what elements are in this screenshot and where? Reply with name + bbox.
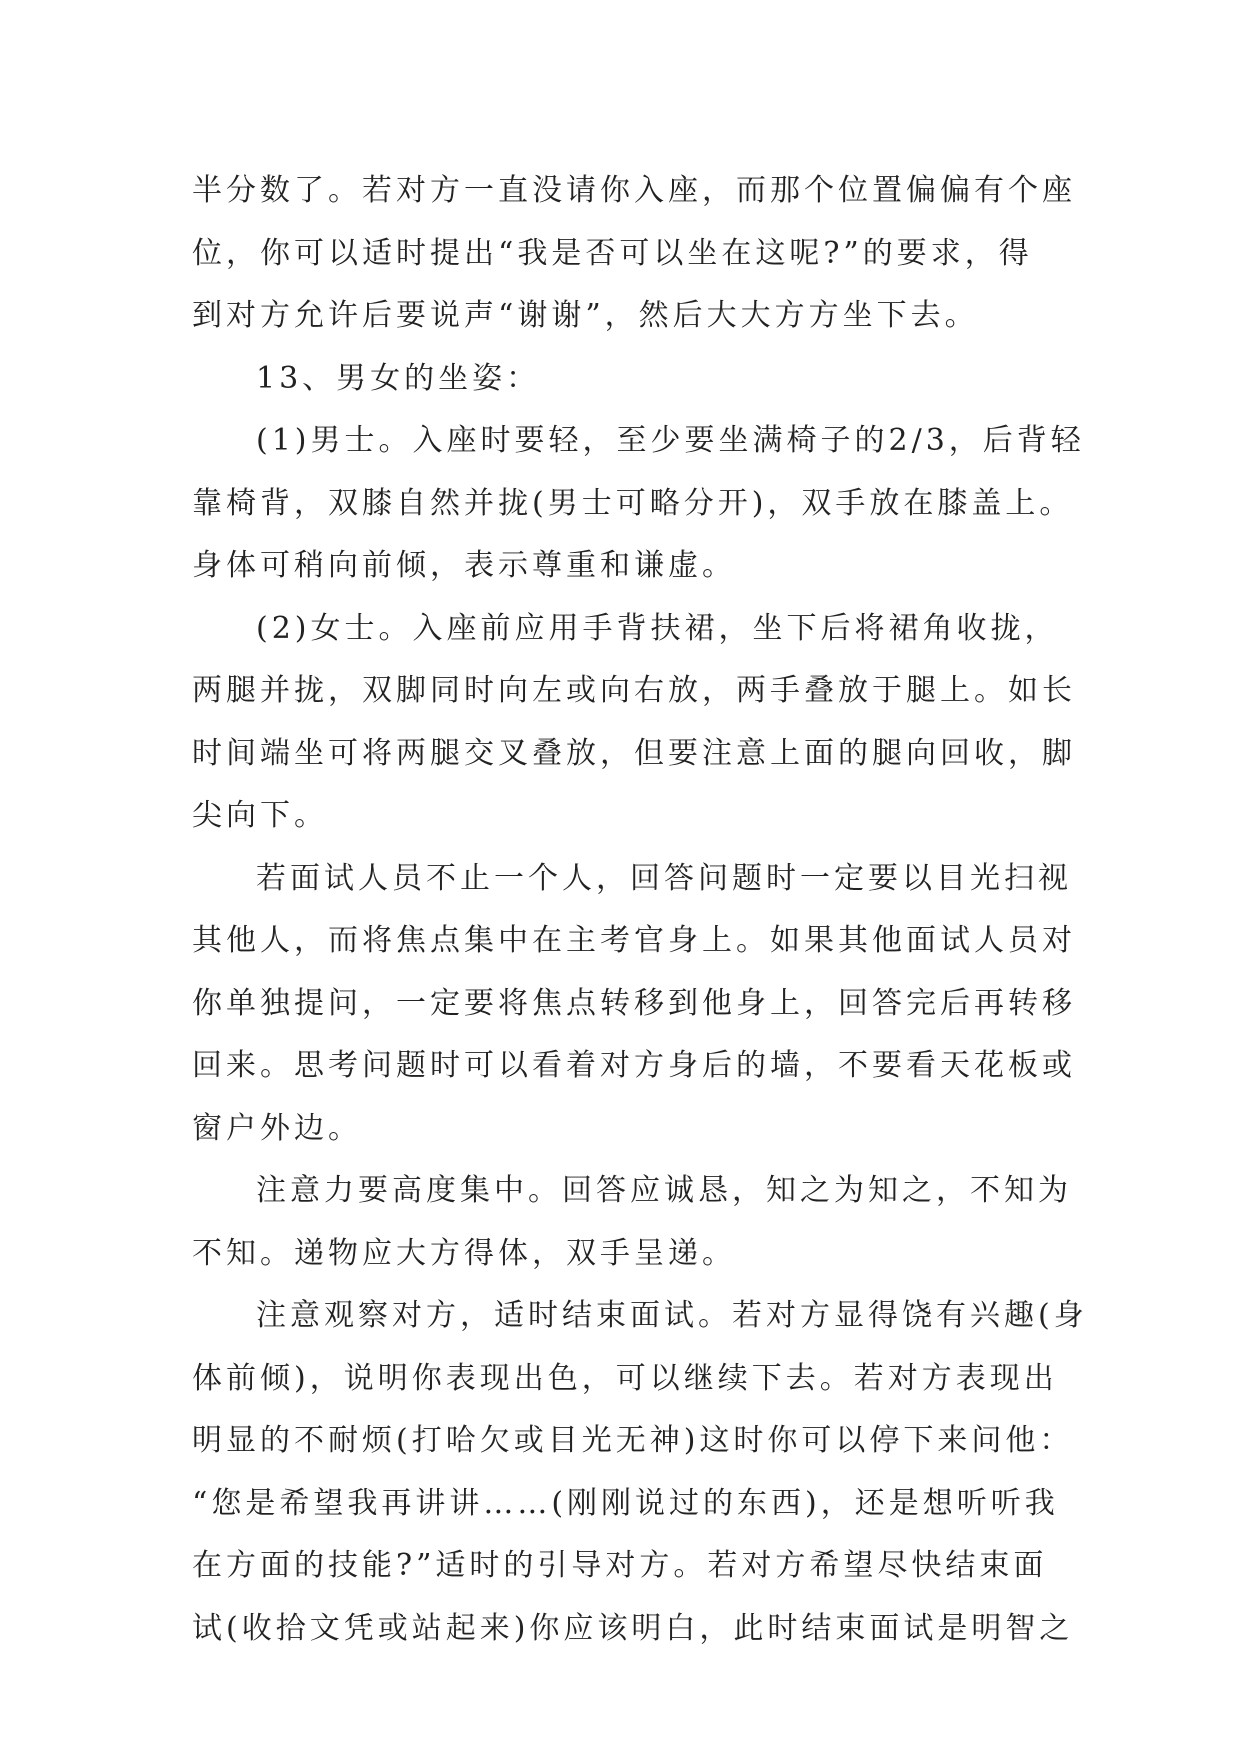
text-line: 体前倾)，说明你表现出色，可以继续下去。若对方表现出 xyxy=(192,1360,1058,1396)
text-line: 半分数了。若对方一直没请你入座，而那个位置偏偏有个座 xyxy=(192,173,1076,208)
text-line: 若面试人员不止一个人，回答问题时一定要以目光扫视 xyxy=(256,860,1072,896)
text-line: 明显的不耐烦(打哈欠或目光无神)这时你可以停下来问他： xyxy=(192,1423,1074,1458)
text-line: 在方面的技能?”适时的引导对方。若对方希望尽快结束面 xyxy=(192,1548,1048,1583)
section-heading: 13、男女的坐姿： xyxy=(256,360,541,396)
text-line: (1)男士。入座时要轻，至少要坐满椅子的2/3，后背轻 xyxy=(256,423,1085,458)
text-line: 回来。思考问题时可以看着对方身后的墙，不要看天花板或 xyxy=(192,1048,1076,1083)
text-line: 身体可稍向前倾，表示尊重和谦虚。 xyxy=(192,548,736,583)
text-line: 不知。递物应大方得体，双手呈递。 xyxy=(192,1235,736,1271)
text-line: 注意观察对方，适时结束面试。若对方显得饶有兴趣(身 xyxy=(256,1298,1088,1333)
text-line: 尖向下。 xyxy=(192,798,328,833)
text-line: 窗户外边。 xyxy=(192,1110,362,1146)
text-line: 位，你可以适时提出“我是否可以坐在这呢?”的要求，得 xyxy=(192,235,1033,271)
text-line: 注意力要高度集中。回答应诚恳，知之为知之，不知为 xyxy=(256,1173,1072,1208)
text-line: 时间端坐可将两腿交叉叠放，但要注意上面的腿向回收，脚 xyxy=(192,735,1076,771)
text-line: “您是希望我再讲讲……(刚刚说过的东西)，还是想听听我 xyxy=(192,1485,1059,1521)
text-line: 试(收拾文凭或站起来)你应该明白，此时结束面试是明智之 xyxy=(192,1610,1074,1646)
text-line: 到对方允许后要说声“谢谢”，然后大大方方坐下去。 xyxy=(192,298,979,333)
text-line: 其他人，而将焦点集中在主考官身上。如果其他面试人员对 xyxy=(192,923,1076,958)
text-line: (2)女士。入座前应用手背扶裙，坐下后将裙角收拢， xyxy=(256,610,1059,646)
text-line: 两腿并拢，双脚同时向左或向右放，两手叠放于腿上。如长 xyxy=(192,673,1076,708)
text-line: 你单独提问，一定要将焦点转移到他身上，回答完后再转移 xyxy=(192,985,1076,1021)
document-body xyxy=(192,160,1088,1660)
text-line: 靠椅背，双膝自然并拢(男士可略分开)，双手放在膝盖上。 xyxy=(192,485,1074,521)
